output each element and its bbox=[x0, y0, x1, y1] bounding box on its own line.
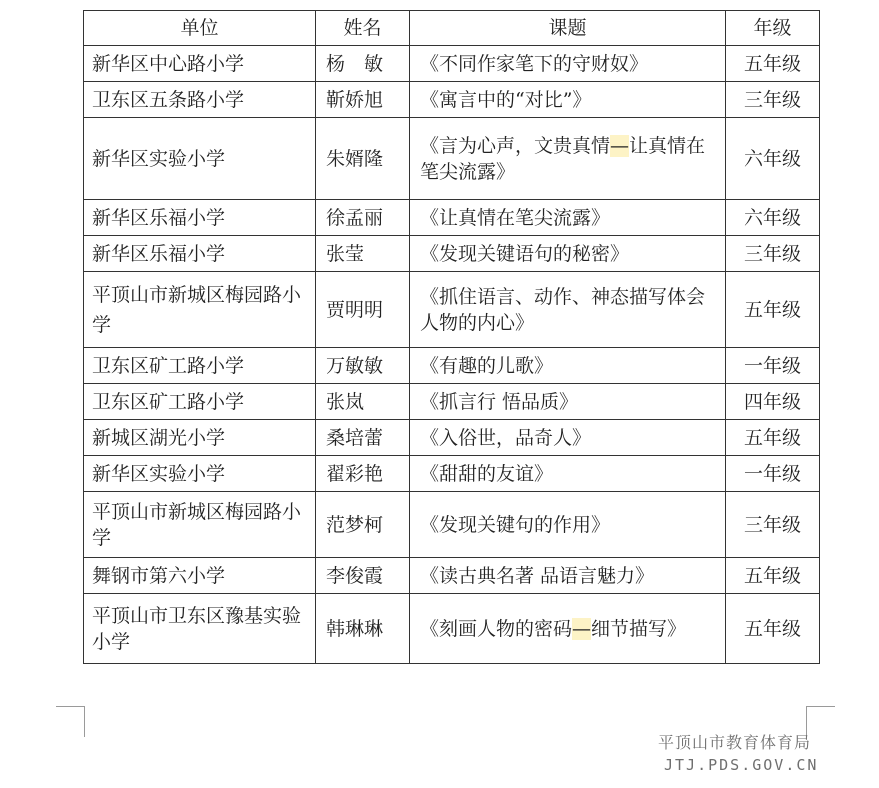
table-row bbox=[84, 272, 820, 348]
grade-cell: 五年级 bbox=[726, 594, 820, 664]
name-cell: 贾明明 bbox=[316, 272, 410, 348]
table-row bbox=[84, 348, 820, 384]
table-row bbox=[84, 200, 820, 236]
topic-cell: 《发现关键句的作用》 bbox=[410, 492, 726, 558]
table-row bbox=[84, 82, 820, 118]
topic-cell: 《抓言行 悟品质》 bbox=[410, 384, 726, 420]
table-row bbox=[84, 420, 820, 456]
topic-cell: 《寓言中的“对比”》 bbox=[410, 82, 726, 118]
topic-cell: 《抓住语言、动作、神态描写体会人物的内心》 bbox=[410, 272, 726, 348]
header-topic: 课题 bbox=[410, 11, 726, 46]
name-cell: 李俊霞 bbox=[316, 558, 410, 594]
grade-cell: 六年级 bbox=[726, 200, 820, 236]
table-row bbox=[84, 384, 820, 420]
topic-cell: 《甜甜的友谊》 bbox=[410, 456, 726, 492]
name-cell: 翟彩艳 bbox=[316, 456, 410, 492]
unit-cell: 舞钢市第六小学 bbox=[84, 558, 316, 594]
unit-cell: 平顶山市卫东区豫基实验小学 bbox=[84, 594, 316, 664]
table-row bbox=[84, 46, 820, 82]
grade-cell: 一年级 bbox=[726, 456, 820, 492]
topic-cell: 《不同作家笔下的守财奴》 bbox=[410, 46, 726, 82]
topic-cell: 《读古典名著 品语言魅力》 bbox=[410, 558, 726, 594]
header-unit: 单位 bbox=[84, 11, 316, 46]
name-cell: 朱婿隆 bbox=[316, 118, 410, 200]
unit-cell: 新华区乐福小学 bbox=[84, 200, 316, 236]
table-row bbox=[84, 594, 820, 664]
unit-cell: 卫东区五条路小学 bbox=[84, 82, 316, 118]
unit-cell: 卫东区矿工路小学 bbox=[84, 384, 316, 420]
grade-cell: 四年级 bbox=[726, 384, 820, 420]
name-cell: 靳娇旭 bbox=[316, 82, 410, 118]
header-grade: 年级 bbox=[726, 11, 820, 46]
award-table bbox=[83, 10, 820, 664]
name-cell: 万敏敏 bbox=[316, 348, 410, 384]
topic-cell bbox=[410, 118, 726, 200]
grade-cell: 五年级 bbox=[726, 558, 820, 594]
table-row bbox=[84, 236, 820, 272]
watermark-org: 平顶山市教育体育局 bbox=[658, 733, 812, 752]
topic-part: 细节描写》 bbox=[591, 617, 687, 640]
table-row bbox=[84, 492, 820, 558]
highlighted-dash: — bbox=[610, 134, 630, 157]
header-name: 姓名 bbox=[316, 11, 410, 46]
grade-cell: 三年级 bbox=[726, 236, 820, 272]
grade-cell: 五年级 bbox=[726, 420, 820, 456]
topic-cell: 《发现关键语句的秘密》 bbox=[410, 236, 726, 272]
unit-cell: 新华区乐福小学 bbox=[84, 236, 316, 272]
unit-cell: 平顶山市新城区梅园路小学 bbox=[84, 492, 316, 558]
grade-cell: 三年级 bbox=[726, 492, 820, 558]
crop-mark-left bbox=[56, 706, 85, 737]
name-cell: 张莹 bbox=[316, 236, 410, 272]
table-row bbox=[84, 456, 820, 492]
name-cell: 徐孟丽 bbox=[316, 200, 410, 236]
grade-cell: 一年级 bbox=[726, 348, 820, 384]
name-cell: 桑培蕾 bbox=[316, 420, 410, 456]
table-row bbox=[84, 558, 820, 594]
unit-cell: 新华区实验小学 bbox=[84, 456, 316, 492]
topic-cell: 《有趣的儿歌》 bbox=[410, 348, 726, 384]
unit-cell: 平顶山市新城区梅园路小学 bbox=[84, 272, 316, 348]
name-cell: 杨 敏 bbox=[316, 46, 410, 82]
topic-part: 《刻画人物的密码 bbox=[420, 617, 573, 640]
watermark-site: JTJ.PDS.GOV.CN bbox=[664, 756, 819, 774]
topic-cell: 《让真情在笔尖流露》 bbox=[410, 200, 726, 236]
grade-cell: 六年级 bbox=[726, 118, 820, 200]
table-header-row bbox=[84, 11, 820, 46]
highlighted-dash: — bbox=[572, 617, 592, 640]
table-row bbox=[84, 118, 820, 200]
grade-cell: 五年级 bbox=[726, 272, 820, 348]
unit-cell: 新华区实验小学 bbox=[84, 118, 316, 200]
unit-cell: 新城区湖光小学 bbox=[84, 420, 316, 456]
name-cell: 范梦柯 bbox=[316, 492, 410, 558]
unit-cell: 卫东区矿工路小学 bbox=[84, 348, 316, 384]
topic-part: 让真情在笔尖流露》 bbox=[420, 134, 706, 183]
unit-cell: 新华区中心路小学 bbox=[84, 46, 316, 82]
grade-cell: 三年级 bbox=[726, 82, 820, 118]
name-cell: 张岚 bbox=[316, 384, 410, 420]
topic-part: 《言为心声，文贵真情 bbox=[420, 134, 611, 157]
grade-cell: 五年级 bbox=[726, 46, 820, 82]
topic-cell bbox=[410, 594, 726, 664]
topic-cell: 《入俗世，品奇人》 bbox=[410, 420, 726, 456]
name-cell: 韩琳琳 bbox=[316, 594, 410, 664]
